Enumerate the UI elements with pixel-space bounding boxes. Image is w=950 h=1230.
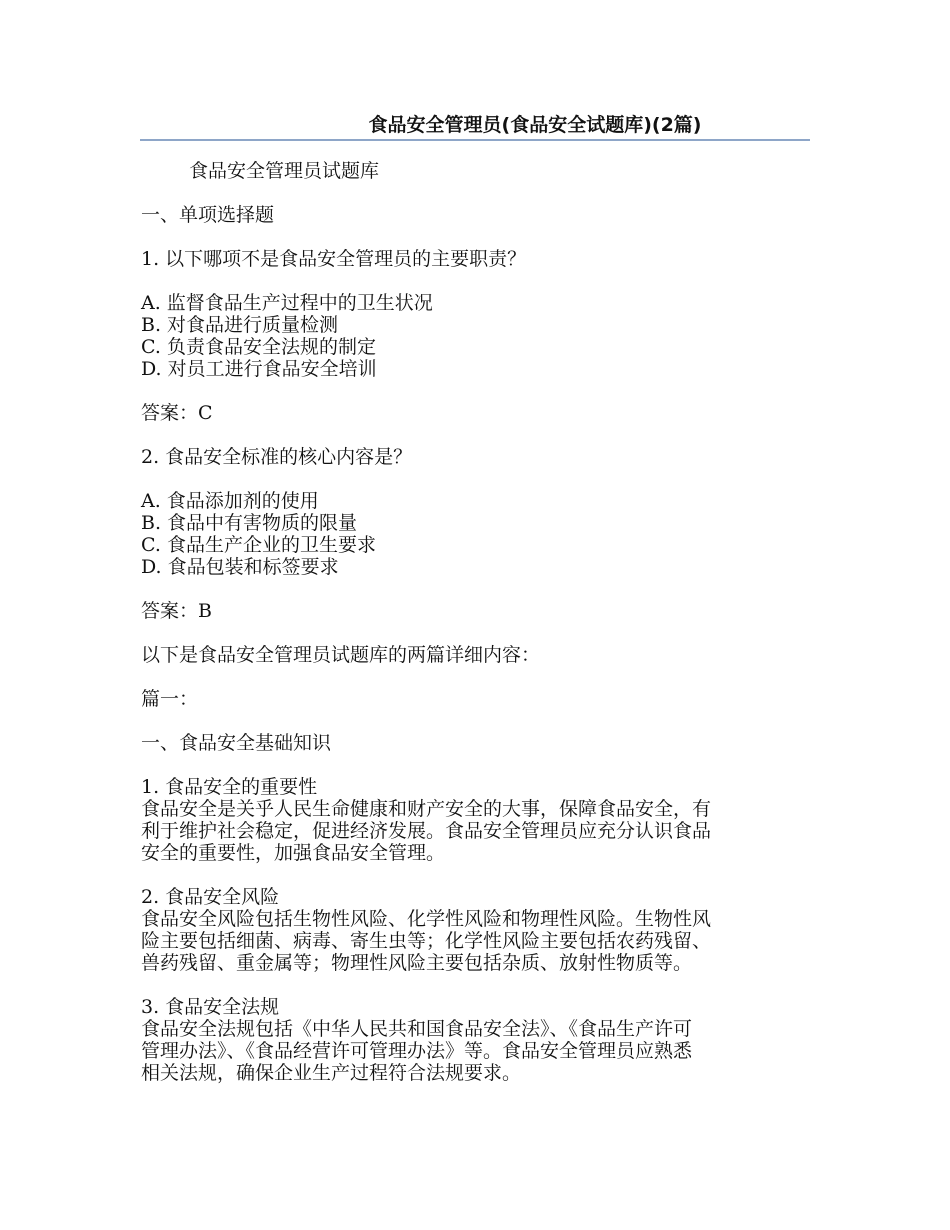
title-underline bbox=[140, 139, 810, 141]
item-3-line-3: 相关法规，确保企业生产过程符合法规要求。 bbox=[141, 1062, 522, 1084]
question-1-option-d: D. 对员工进行食品安全培训 bbox=[141, 358, 377, 380]
document-body bbox=[141, 160, 801, 1106]
question-1-option-c: C. 负责食品安全法规的制定 bbox=[141, 336, 376, 358]
item-2-line-1: 食品安全风险包括生物性风险、化学性风险和物理性风险。生物性风 bbox=[141, 908, 712, 930]
part-1-label: 篇一： bbox=[141, 688, 199, 710]
question-2-options bbox=[141, 490, 801, 578]
question-1-option-b: B. 对食品进行质量检测 bbox=[141, 314, 339, 336]
part-1-section-heading: 一、食品安全基础知识 bbox=[141, 732, 332, 754]
item-3-line-1: 食品安全法规包括《中华人民共和国食品安全法》、《食品生产许可 bbox=[141, 1018, 693, 1040]
item-2-line-3: 兽药残留、重金属等；物理性风险主要包括杂质、放射性物质等。 bbox=[141, 952, 693, 974]
question-2-option-a: A. 食品添加剂的使用 bbox=[141, 490, 319, 512]
item-3-line-2: 管理办法》、《食品经营许可管理办法》等。食品安全管理员应熟悉 bbox=[141, 1040, 693, 1062]
item-3 bbox=[141, 996, 801, 1084]
question-1-options bbox=[141, 292, 801, 380]
question-2-option-b: B. 食品中有害物质的限量 bbox=[141, 512, 358, 534]
section-heading-single-choice: 一、单项选择题 bbox=[141, 204, 275, 226]
subtitle: 食品安全管理员试题库 bbox=[189, 160, 380, 182]
document-title: 食品安全管理员(食品安全试题库)(2篇) bbox=[368, 114, 702, 136]
question-2-option-d: D. 食品包装和标签要求 bbox=[141, 556, 339, 578]
question-2-option-c: C. 食品生产企业的卫生要求 bbox=[141, 534, 376, 556]
item-2-heading: 2. 食品安全风险 bbox=[141, 886, 280, 908]
item-1-line-1: 食品安全是关乎人民生命健康和财产安全的大事，保障食品安全，有 bbox=[141, 798, 712, 820]
item-3-heading: 3. 食品安全法规 bbox=[141, 996, 280, 1018]
question-2: 2. 食品安全标准的核心内容是？ bbox=[141, 446, 413, 468]
item-2-line-2: 险主要包括细菌、病毒、寄生虫等；化学性风险主要包括农药残留、 bbox=[141, 930, 712, 952]
item-1-heading: 1. 食品安全的重要性 bbox=[141, 776, 318, 798]
item-1 bbox=[141, 776, 801, 864]
question-2-answer: 答案：B bbox=[141, 600, 212, 622]
question-1-answer: 答案：C bbox=[141, 402, 213, 424]
item-1-line-2: 利于维护社会稳定，促进经济发展。食品安全管理员应充分认识食品 bbox=[141, 820, 712, 842]
item-1-line-3: 安全的重要性，加强食品安全管理。 bbox=[141, 842, 446, 864]
question-1-option-a: A. 监督食品生产过程中的卫生状况 bbox=[141, 292, 433, 314]
intro-detail: 以下是食品安全管理员试题库的两篇详细内容： bbox=[141, 644, 541, 666]
question-1: 1. 以下哪项不是食品安全管理员的主要职责？ bbox=[141, 248, 527, 270]
item-2 bbox=[141, 886, 801, 974]
